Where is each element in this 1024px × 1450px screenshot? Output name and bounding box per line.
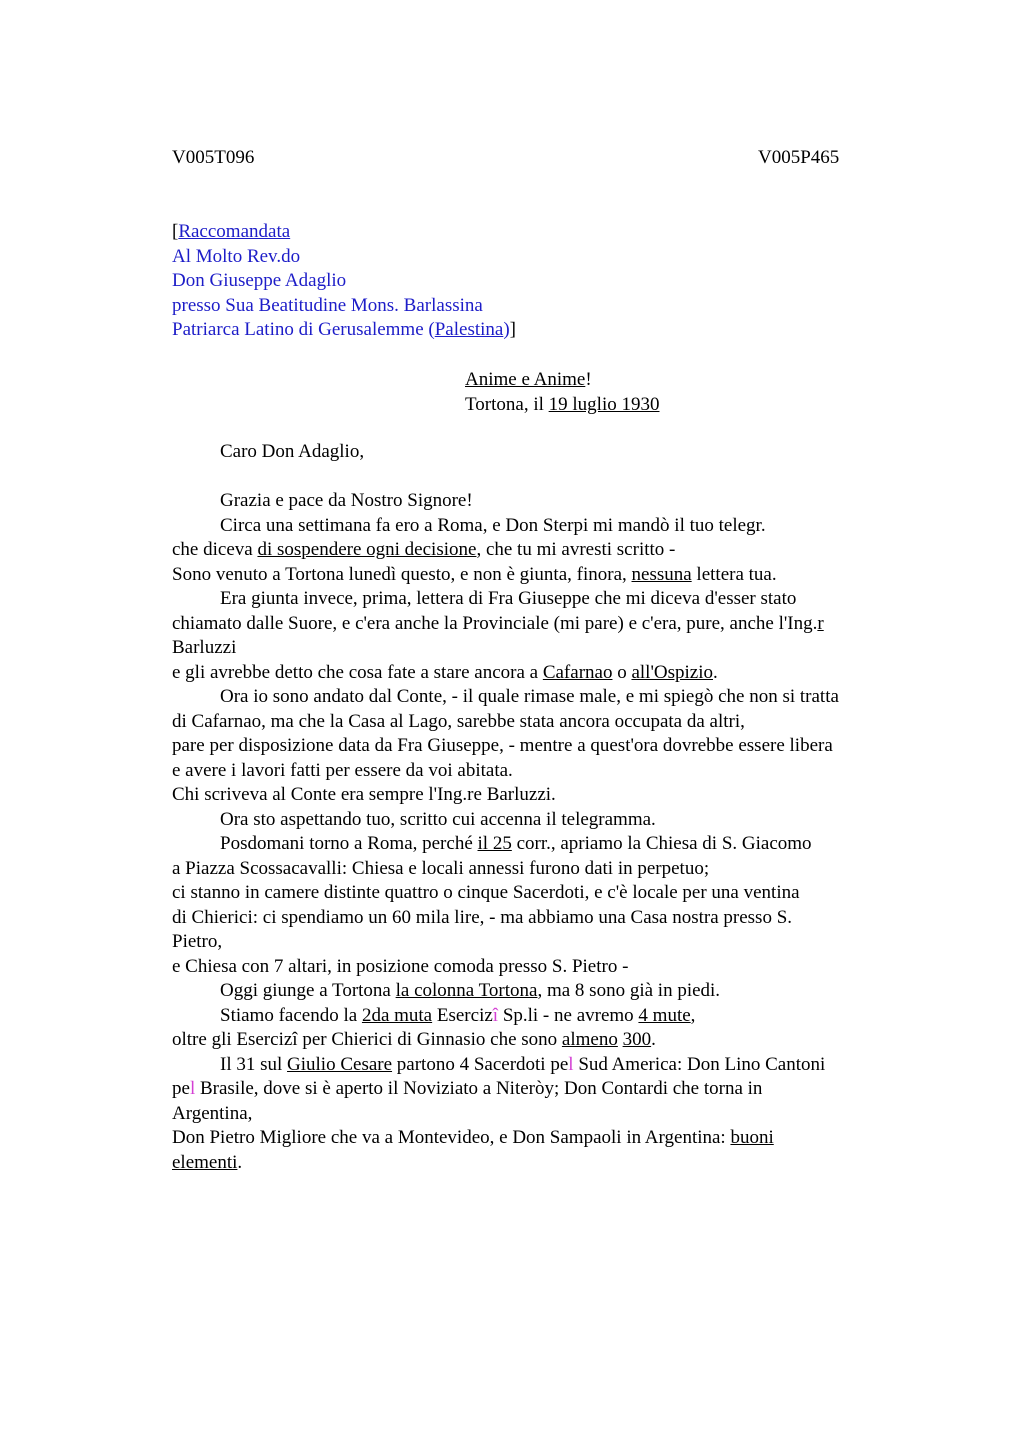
paragraph-line: Pietro, [172,931,223,952]
paragraph-line: Era giunta invece, prima, lettera di Fra Giuseppe che mi diceva d'esser stato [220,588,797,609]
paragraph-line: elementi. [172,1151,243,1173]
paragraph-line: e Chiesa con 7 altari, in posizione comoda presso S. Pietro - [172,955,629,977]
address-block: [Raccomandata Al Molto Rev.do Don Giuseppe Adaglio presso Sua Beatitudine Mons. Barlassina Patriarca Latino di Gerusalemme (Palestina)] [172,221,516,340]
paragraph-line: Argentina, [172,1102,253,1124]
paragraph-line: Posdomani torno a Roma, perché il 25 corr., apriamo la Chiesa di S. Giacomo [220,833,812,854]
paragraph-line: e avere i lavori fatti per essere da voi abitata. [172,759,513,781]
address-palestina: Palestina [434,319,504,340]
date: 19 luglio 1930 [548,394,660,415]
address-close-bracket: ] [509,319,516,340]
paragraph-line: chiamato dalle Suore, e c'era anche la Provinciale (mi pare) e c'era, pure, anche l'Ing.r [172,612,824,634]
paragraph-line: Stiamo facendo la 2da muta Esercizî Sp.li - ne avremo 4 mute, [220,1004,696,1026]
heading-block: Anime e Anime! Tortona, il 19 luglio 1930 [465,369,660,415]
paragraph-line: pel Brasile, dove si è aperto il Noviziato a Niteròy; Don Contardi che torna in [172,1078,763,1099]
motto: Anime e Anime [465,369,586,390]
document-code-right: V005P465 [758,147,840,168]
address-line-4: presso Sua Beatitudine Mons. Barlassina [172,294,483,316]
paragraph-line: Sono venuto a Tortona lunedì questo, e non è giunta, finora, nessuna lettera tua. [172,563,777,585]
paragraph-line: di Chierici: ci spendiamo un 60 mila lire, - ma abbiamo una Casa nostra presso S. [172,906,793,928]
paragraph-line: ci stanno in camere distinte quattro o cinque Sacerdoti, e c'è locale per una ventina [172,882,800,903]
paragraph-line: Circa una settimana fa ero a Roma, e Don Sterpi mi mandò il tuo telegr. [220,514,766,536]
address-open-bracket: [ [172,221,179,242]
paragraph-line: che diceva di sospendere ogni decisione, che tu mi avresti scritto - [172,539,676,560]
address-raccomandata: Raccomandata [178,221,291,242]
paragraph-line: oltre gli Esercizî per Chierici di Ginnasio che sono almeno 300. [172,1029,656,1050]
document-code-left: V005T096 [172,147,255,168]
address-line-2: Al Molto Rev.do [172,245,301,267]
paragraph-line: Il 31 sul Giulio Cesare partono 4 Sacerdoti pel Sud America: Don Lino Cantoni [220,1053,826,1075]
paragraph-line: Grazia e pace da Nostro Signore! [220,490,473,511]
paragraph-line: a Piazza Scossacavalli: Chiesa e locali annessi furono dati in perpetuo; [172,857,710,879]
paragraph-line: Chi scriveva al Conte era sempre l'Ing.re Barluzzi. [172,784,556,805]
paragraph-line: Ora sto aspettando tuo, scritto cui accenna il telegramma. [220,808,656,830]
paragraph-line: Ora io sono andato dal Conte, - il quale rimase male, e mi spiegò che non si tratta [220,686,839,707]
letter-body [172,440,902,1175]
paragraph-line: Barluzzi [172,637,237,658]
address-line-5: Patriarca Latino di Gerusalemme ( [172,319,435,340]
paragraph-line: pare per disposizione data da Fra Giuseppe, - mentre a quest'ora dovrebbe essere libera [172,735,833,756]
address-line-3: Don Giuseppe Adaglio [172,270,347,291]
paragraph-line: di Cafarnao, ma che la Casa al Lago, sarebbe stata ancora occupata da altri, [172,710,745,732]
paragraph-line: Don Pietro Migliore che va a Montevideo, e Don Sampaoli in Argentina: buoni [172,1127,774,1148]
paragraph-line: Oggi giunge a Tortona la colonna Tortona, ma 8 sono già in piedi. [220,980,721,1001]
salutation: Caro Don Adaglio, [220,441,365,462]
place-date: Tortona, il 19 luglio 1930 [465,394,660,415]
paragraph-line: e gli avrebbe detto che cosa fate a stare ancora a Cafarnao o all'Ospizio. [172,661,718,683]
